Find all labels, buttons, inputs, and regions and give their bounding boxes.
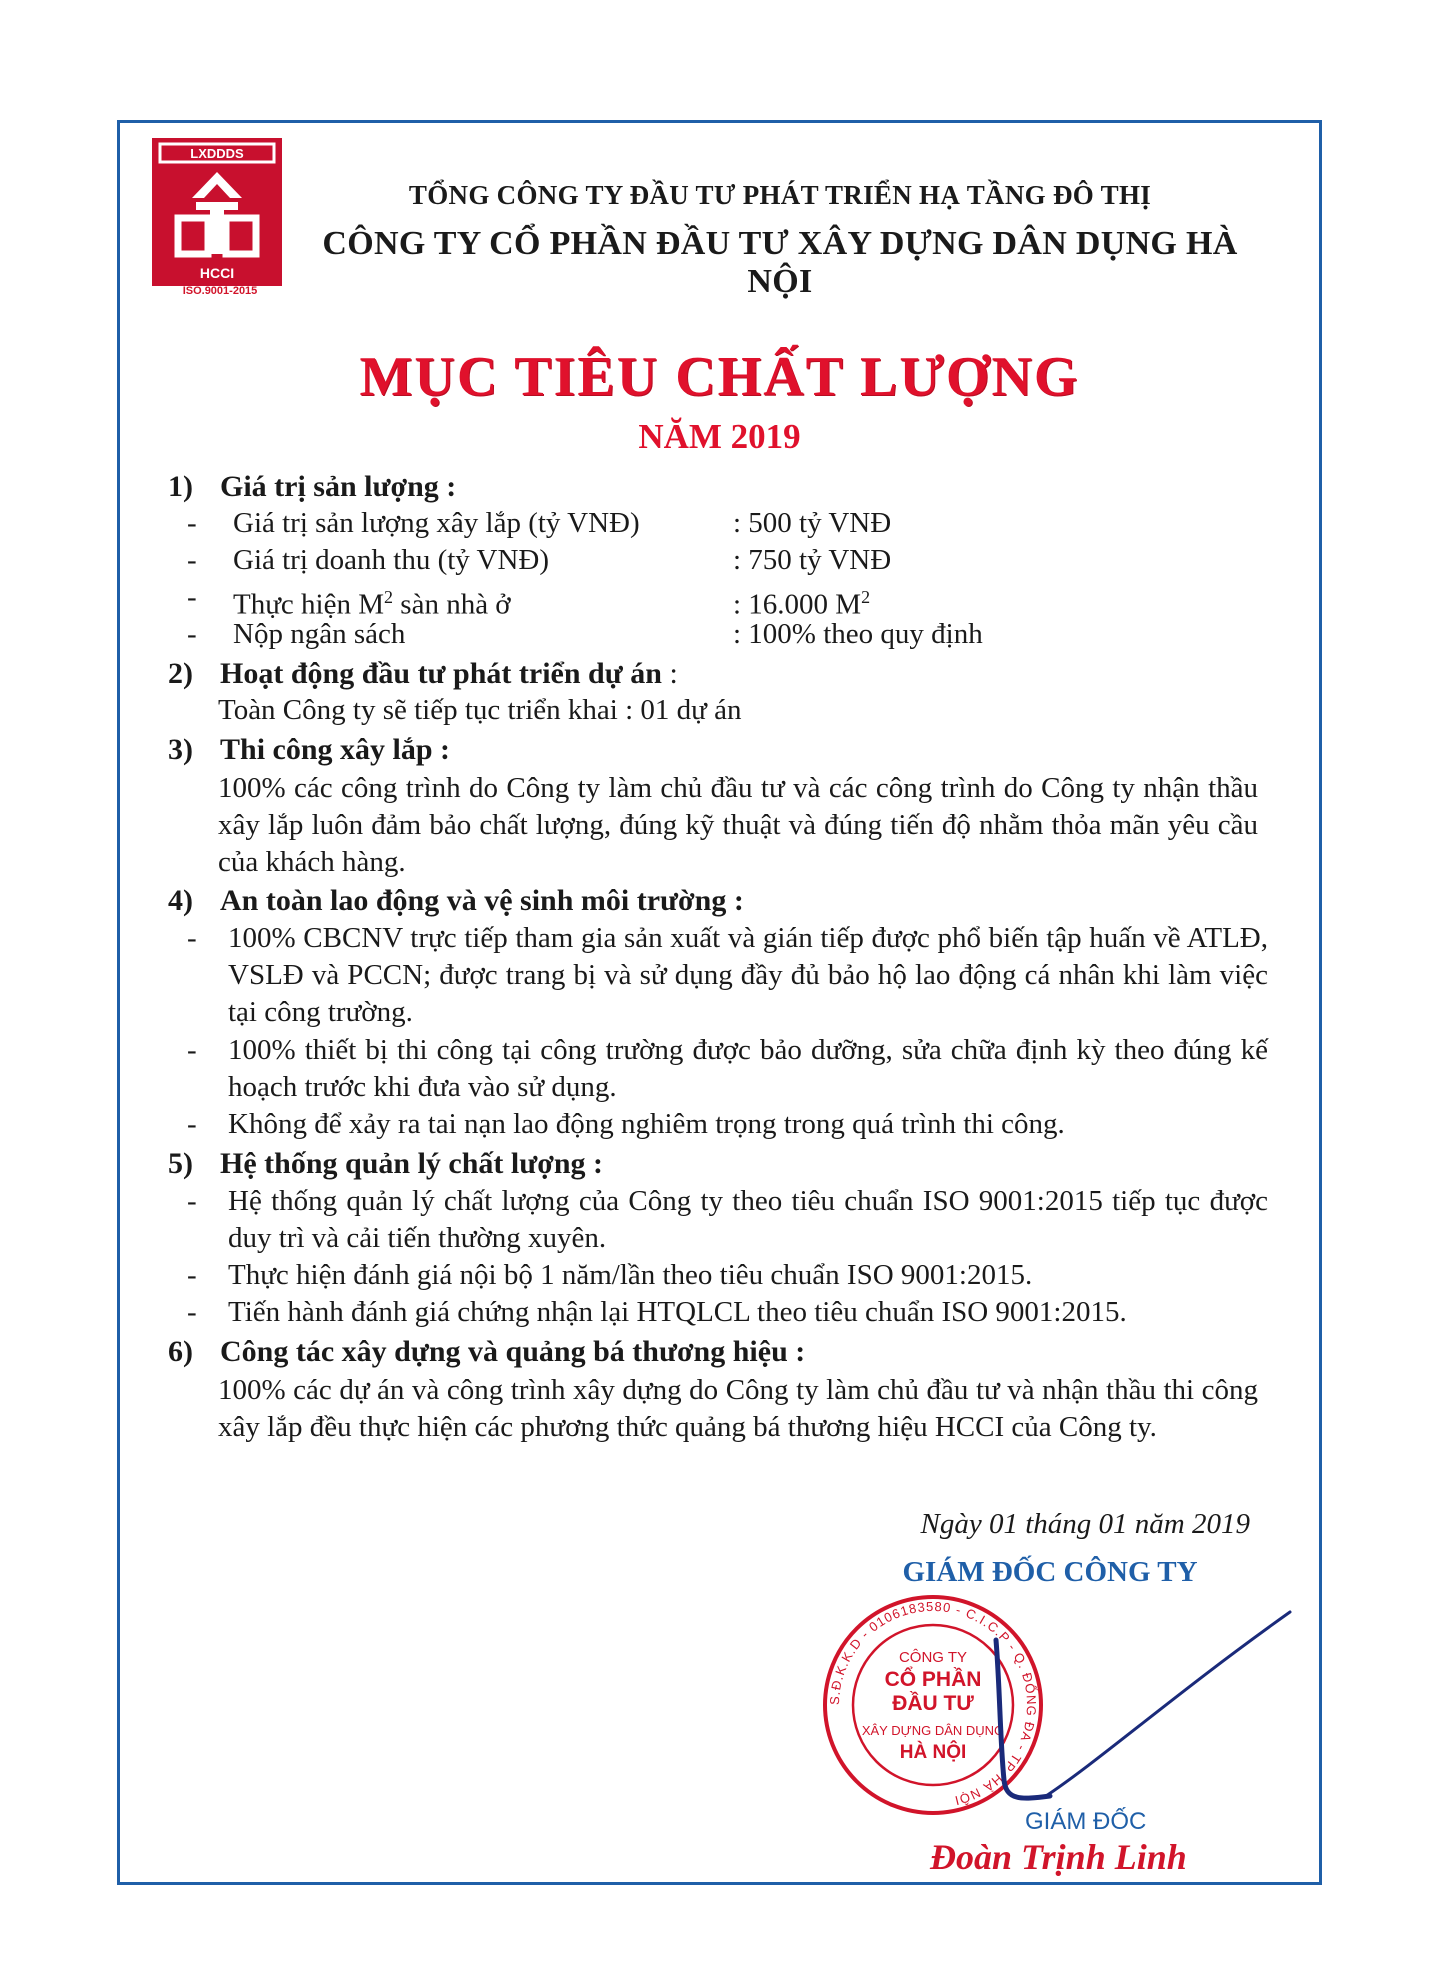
section-title: Công tác xây dựng và quảng bá thương hiệu : [220,1335,806,1368]
list-dash: - [187,1185,197,1217]
section-number: 2) [168,657,193,690]
director-title: GIÁM ĐỐC CÔNG TY [902,1556,1198,1588]
section-number: 4) [168,884,193,917]
section-2-heading: 2) Hoạt động đầu tư phát triển dự án : [168,657,678,690]
bullet-text: Hệ thống quản lý chất lượng của Công ty theo tiêu chuẩn ISO 9001:2015 tiếp tục được duy trì và cải tiến thường xuyên. [228,1185,1268,1254]
section-title: Hoạt động đầu tư phát triển dự án [220,657,662,690]
item-value: : 750 tỷ VNĐ [733,544,892,576]
section-3-heading [168,731,450,768]
list-dash: - [187,1259,197,1291]
company-name: CÔNG TY CỔ PHẦN ĐẦU TƯ XÂY DỰNG DÂN DỤNG HÀ NỘI [322,225,1238,300]
item-label: Giá trị sản lượng xây lắp (tỷ VNĐ) [233,507,640,539]
section-text: 100% các dự án và công trình xây dựng do Công ty làm chủ đầu tư và nhận thầu thi công xây lắp đều thực hiện các phương thức quảng bá thương hiệu HCCI của Công ty. [218,1374,1258,1443]
list-dash: - [187,544,197,576]
bullet-text: 100% thiết bị thi công tại công trường được bảo dưỡng, sửa chữa định kỳ theo đúng kế hoạch trước khi đưa vào sử dụng. [228,1034,1268,1103]
section-number: 1) [168,470,193,503]
seal-line: HÀ NỘI [899,1742,967,1763]
iso-label: ISO.9001-2015 [182,285,258,297]
logo-bottom-text: HCCI [199,265,235,281]
section-5-heading [168,1145,603,1182]
section-number: 3) [168,733,193,766]
bullet-text: Không để xảy ra tai nạn lao động nghiêm trọng trong quá trình thi công. [228,1108,1065,1140]
list-dash: - [187,922,197,954]
item-value: : 16.000 $M^2$ [733,587,871,621]
section-title: Hệ thống quản lý chất lượng : [220,1147,604,1180]
issue-date: Ngày 01 tháng 01 năm 2019 [920,1508,1250,1540]
list-dash: - [187,581,197,613]
seal-line: CÔNG TY [898,1649,968,1666]
section-number: 6) [168,1335,193,1368]
item-label: Giá trị doanh thu (tỷ VNĐ) [233,544,549,576]
section-6-heading [168,1333,805,1370]
signer-name: Đoàn Trịnh Linh [930,1837,1187,1877]
section-number: 5) [168,1147,193,1180]
document-title: MỤC TIÊU CHẤT LƯỢNG [359,346,1080,408]
list-dash: - [187,1296,197,1328]
item-value: : 500 tỷ VNĐ [733,507,892,539]
section-title: An toàn lao động và vệ sinh môi trường : [220,884,744,917]
bullet-text: Tiến hành đánh giá chứng nhận lại HTQLCL theo tiêu chuẩn ISO 9001:2015. [228,1296,1127,1328]
bullet-text: 100% CBCNV trực tiếp tham gia sản xuất và gián tiếp được phổ biến tập huấn về ATLĐ, VSLĐ và PCCN; được trang bị và sử dụng đầy đủ bảo hộ lao động cá nhân khi làm việc tại công trường. [228,922,1268,1028]
section-title: Giá trị sản lượng : [220,470,457,503]
list-dash: - [187,507,197,539]
list-dash: - [187,618,197,650]
section-text: 100% các công trình do Công ty làm chủ đầu tư và các công trình do Công ty nhận thầu xây lắp luôn đảm bảo chất lượng, đúng kỹ thuật và đúng tiến độ nhằm thỏa mãn yêu cầu của khách hàng. [218,772,1258,878]
list-dash: - [187,1034,197,1066]
logo-top-text: LXDDDS [190,146,244,161]
seal-line: ĐẦU TƯ [892,1692,974,1715]
item-value: : 100% theo quy định [733,618,983,650]
section-1-heading [168,468,456,505]
bullet-text: Thực hiện đánh giá nội bộ 1 năm/lần theo tiêu chuẩn ISO 9001:2015. [228,1259,1033,1291]
list-dash: - [187,1108,197,1140]
section-text: Toàn Công ty sẽ tiếp tục triển khai : 01 dự án [218,694,742,726]
item-label: Thực hiện $M^2$ sàn nhà ở [233,587,511,621]
parent-company-name: TỔNG CÔNG TY ĐẦU TƯ PHÁT TRIỂN HẠ TẦNG ĐÔ THỊ [408,180,1152,210]
section-4-heading [168,882,744,919]
document-year: NĂM 2019 [638,417,801,456]
seal-line: CỔ PHẦN [884,1668,982,1691]
signer-title: GIÁM ĐỐC [1025,1808,1147,1835]
section-title: Thi công xây lắp : [220,733,451,766]
seal-ring-text: S.Đ.K.K.D - 0106183580 - C.I.C.P - Q. ĐỐNG ĐA - TP. HÀ NỘI [826,1598,1040,1809]
item-label: Nộp ngân sách [233,618,406,650]
seal-line: XÂY DỰNG DÂN DỤNG [861,1723,1005,1738]
